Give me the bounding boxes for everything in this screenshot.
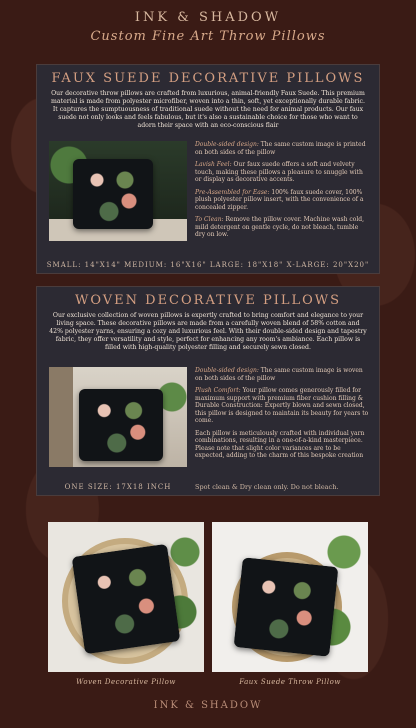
brand-title: INK & SHADOW xyxy=(134,10,282,25)
woven-feature: Plush Comfort: Your pillow comes generously filled for maximum support with premium fiber cushion filling & Durable Construction: Expertly blown and sewn closed, this pillow is designed to maintain its beauty for years to come. xyxy=(195,387,369,424)
gallery-card-suede xyxy=(212,522,368,692)
woven-feature: Double-sided design: The same custom image is woven on both sides of the pillow xyxy=(195,367,363,382)
woven-title: WOVEN DECORATIVE PILLOWS xyxy=(74,293,342,308)
suede-feature: Lavish Feel: Our faux suede offers a soft and velvety touch, making these pillows a pleasure to snuggle with or display as decorative accents. xyxy=(195,161,363,183)
woven-care: Spot clean & Dry clean only. Do not bleach. xyxy=(195,483,339,491)
suede-product-photo xyxy=(49,141,187,241)
footer-brand: INK & SHADOW xyxy=(153,700,263,711)
suede-feature: Pre-Assembled for Ease: 100% faux suede cover, 100% plush polyester pillow insert, with the convenience of a concealed zipper. xyxy=(195,188,364,211)
woven-feature: Each pillow is meticulously crafted with individual yarn combinations, resulting in a one-of-a-kind masterpiece. Please note that slight color variances are to be expected, adding to the charm of this bespoke creation xyxy=(195,429,365,459)
suede-row xyxy=(49,141,369,244)
suede-panel xyxy=(36,64,380,274)
suede-sizes: SMALL: 14"X14" MEDIUM: 16"X16" LARGE: 18"X18" X-LARGE: 20"X20" xyxy=(46,261,370,269)
gallery-card-woven xyxy=(48,522,204,692)
gallery-photo-woven xyxy=(48,522,204,672)
suede-title: FAUX SUEDE DECORATIVE PILLOWS xyxy=(51,71,365,86)
brand-subtitle: Custom Fine Art Throw Pillows xyxy=(90,29,326,44)
header xyxy=(0,10,416,44)
woven-row xyxy=(49,367,369,467)
gallery-photo-suede xyxy=(212,522,368,672)
gallery xyxy=(48,522,368,692)
woven-product-photo xyxy=(49,367,187,467)
gallery-caption-woven: Woven Decorative Pillow xyxy=(76,678,176,686)
suede-intro: Our decorative throw pillows are crafted from luxurious, animal-friendly Faux Suede. This premium material is made from polyester microfiber, woven into a thin, soft, yet exceptionally durable fabric. It captures the sumptuousness of traditional suede without the need for animal products. Our faux suede not only looks and feels fabulous, but it's also a sustainable choice for those who want to adorn their space with an eco-conscious flair xyxy=(51,90,365,129)
woven-size: ONE SIZE: 17X18 INCH xyxy=(64,483,172,491)
suede-features xyxy=(195,141,369,244)
suede-feature: Double-sided design: The same custom image is printed on both sides of the pillow xyxy=(195,141,366,156)
woven-intro: Our exclusive collection of woven pillows is expertly crafted to bring comfort and elegance to your living space. These decorative pillows are made from a carefully woven blend of 58% cotton and 42% polyester yarns, ensuring a cozy and luxurious feel. With their double-sided design and tapestry fabric, they offer versatility and style, perfect for enhancing any room's ambiance. Each pillow is filled with high-quality polyester filling and securely sewn closed. xyxy=(49,312,367,351)
suede-feature: To Clean: Remove the pillow cover. Machine wash cold, mild detergent on gentle cycle, do not bleach, tumble dry on low. xyxy=(195,216,365,238)
woven-footer xyxy=(49,483,369,491)
woven-panel xyxy=(36,286,380,496)
woven-features xyxy=(195,367,369,467)
gallery-caption-suede: Faux Suede Throw Pillow xyxy=(239,678,341,686)
